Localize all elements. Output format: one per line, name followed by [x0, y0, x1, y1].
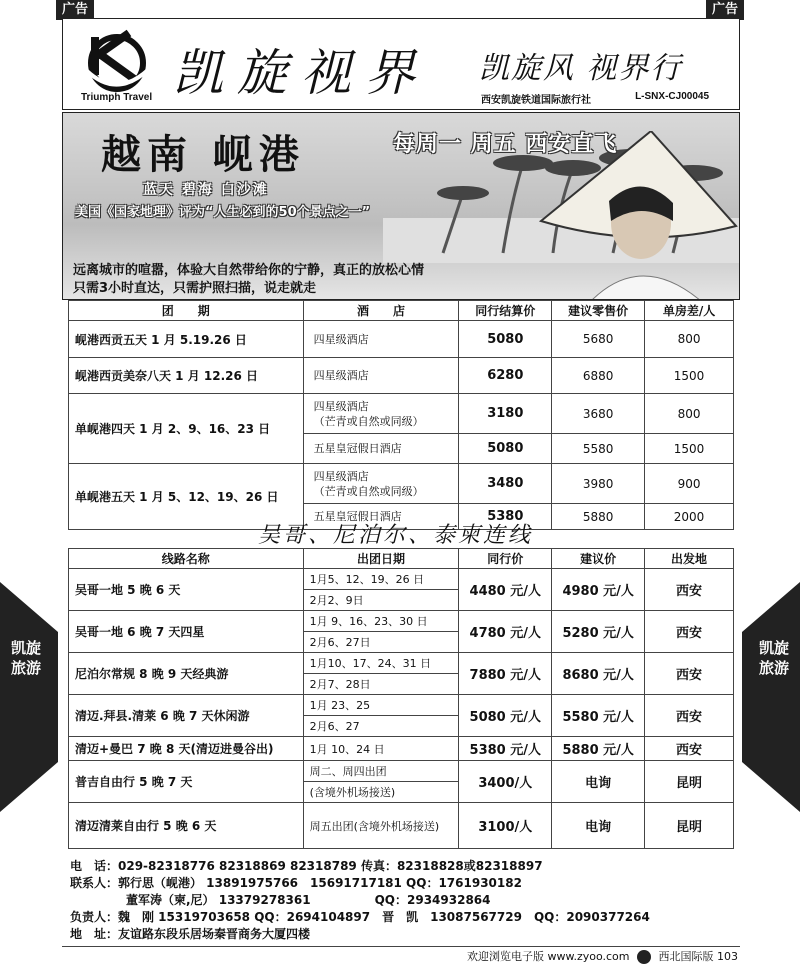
retail-price: 3680: [552, 394, 645, 434]
footer-page: 西北国际版 103: [658, 950, 738, 963]
retail-price: 电询: [552, 761, 645, 803]
col-header: 单房差/人: [645, 301, 734, 321]
retail-price: 3980: [552, 464, 645, 504]
col-header: 建议零售价: [552, 301, 645, 321]
hotel-name: 四星级酒店: [313, 469, 369, 483]
retail-price: 5680: [552, 321, 645, 358]
retail-price: 5280 元/人: [552, 611, 645, 653]
date: 周五出团(含境外机场接送): [303, 803, 459, 849]
col-header: 建议价: [552, 549, 645, 569]
table-row: [69, 737, 734, 761]
table-header-row: [69, 549, 734, 569]
trade-price: 7880 元/人: [459, 653, 552, 695]
table-row: [69, 464, 734, 504]
side-tab-right: [742, 582, 800, 812]
trade-price: 4780 元/人: [459, 611, 552, 653]
table-header-row: [69, 301, 734, 321]
trade-price: 5080 元/人: [459, 695, 552, 737]
table-row: [69, 695, 734, 716]
hotel: 四星级酒店: [303, 321, 459, 358]
promo-banner: [62, 112, 740, 300]
departure: 西安: [645, 611, 734, 653]
trade-price: 3100/人: [459, 803, 552, 849]
footer-website: 欢迎浏览电子版 www.zyoo.com: [466, 950, 630, 963]
table-row: [69, 761, 734, 782]
address-line: 地 址：友谊路东段乐居场秦晋商务大厦四楼: [70, 927, 311, 941]
banner-subtitle: 蓝天 碧海 白沙滩: [143, 182, 269, 198]
banner-award: 美国《国家地理》评为“人生必到的50个景点之一”: [75, 205, 371, 220]
route-name: 单岘港四天 1 月 2、9、16、23 日: [69, 394, 304, 464]
single-supplement: 800: [645, 394, 734, 434]
trade-price: 3400/人: [459, 761, 552, 803]
badge-icon: [637, 950, 651, 964]
retail-price: 5580 元/人: [552, 695, 645, 737]
route-name: 清迈.拜县.清莱 6 晚 7 天休闲游: [69, 695, 304, 737]
destination-title: 越南 岘港: [101, 132, 305, 178]
contact-info: [70, 858, 650, 943]
hotel: [303, 464, 459, 504]
single-supplement: 2000: [645, 504, 734, 530]
date: (含境外机场接送): [303, 782, 459, 803]
contact-2-phone: 董军涛（柬,尼） 13379278361: [126, 893, 311, 907]
manager-line: 负责人：魏 刚 15319703658 QQ：2694104897 晋 凯 13087567729 QQ：2090377264: [70, 910, 650, 924]
side-label-left: 凯旋旅游: [8, 632, 44, 742]
hotel: 五星皇冠假日酒店: [303, 504, 459, 530]
side-label-right: 凯旋旅游: [756, 632, 792, 742]
col-header: 同行价: [459, 549, 552, 569]
col-header: 出团日期: [303, 549, 459, 569]
route-name: 清迈+曼巴 7 晚 8 天(清迈进曼谷出): [69, 737, 304, 761]
trade-price: 5080: [459, 321, 552, 358]
ad-label-left: 广告: [56, 0, 94, 20]
footer: [467, 948, 738, 964]
departure: 昆明: [645, 803, 734, 849]
brand-title: 凯旋视界: [173, 44, 429, 102]
banner-desc-1: 远离城市的喧嚣，体验大自然带给你的宁静，真正的放松心情: [73, 263, 425, 278]
slogan: 凯旋风 视界行: [479, 51, 683, 86]
date: 1月 23、25: [303, 695, 459, 716]
hotel: 四星级酒店: [303, 358, 459, 394]
flight-schedule: 每周一 周五 西安直飞: [393, 132, 618, 157]
trade-price: 5380 元/人: [459, 737, 552, 761]
contact-line-1: 联系人：郭行思（岘港） 13891975766 15691717181 QQ：1761930182: [70, 876, 522, 890]
phone-line: 电 话：029-82318776 82318869 82318789 传真：82318828或82318897: [70, 859, 543, 873]
date: 1月5、12、19、26 日: [303, 569, 459, 590]
ad-label-right: 广告: [706, 0, 744, 20]
retail-price: 5880 元/人: [552, 737, 645, 761]
southeast-asia-price-table: [68, 548, 734, 849]
table-row: [69, 394, 734, 434]
date: 2月2、9日: [303, 590, 459, 611]
side-tab-left: [0, 582, 58, 812]
hotel: 五星皇冠假日酒店: [303, 434, 459, 464]
trade-price: 5380: [459, 504, 552, 530]
date: 1月 10、24 日: [303, 737, 459, 761]
connect-title: 吴哥、尼泊尔、泰柬连线: [258, 523, 534, 548]
footer-divider: [62, 946, 740, 947]
table-row: [69, 803, 734, 849]
header: [62, 18, 740, 110]
company-name: 西安凯旋铁道国际旅行社: [481, 95, 591, 106]
contact-2-qq: QQ：2934932864: [374, 893, 491, 907]
table-row: [69, 569, 734, 590]
retail-price: 电询: [552, 803, 645, 849]
hotel-note: （芒青或自然或同级）: [313, 414, 424, 428]
danang-price-table: [68, 300, 734, 530]
date: 2月7、28日: [303, 674, 459, 695]
route-name: 吴哥一地 5 晚 6 天: [69, 569, 304, 611]
single-supplement: 800: [645, 321, 734, 358]
departure: 西安: [645, 737, 734, 761]
departure: 西安: [645, 569, 734, 611]
route-name: 岘港西贡美奈八天 1 月 12.26 日: [69, 358, 304, 394]
col-header: 线路名称: [69, 549, 304, 569]
route-name: 普吉自由行 5 晚 7 天: [69, 761, 304, 803]
departure: 西安: [645, 695, 734, 737]
single-supplement: 900: [645, 464, 734, 504]
table-row: [69, 653, 734, 674]
date: 2月6、27: [303, 716, 459, 737]
route-name: 岘港西贡五天 1 月 5.19.26 日: [69, 321, 304, 358]
retail-price: 6880: [552, 358, 645, 394]
retail-price: 8680 元/人: [552, 653, 645, 695]
route-name: 吴哥一地 6 晚 7 天四星: [69, 611, 304, 653]
hotel-name: 四星级酒店: [313, 399, 369, 413]
route-name: 清迈清莱自由行 5 晚 6 天: [69, 803, 304, 849]
col-header: 团 期: [69, 301, 304, 321]
table-row: [69, 358, 734, 394]
departure: 西安: [645, 653, 734, 695]
date: 1月 9、16、23、30 日: [303, 611, 459, 632]
trade-price: 5080: [459, 434, 552, 464]
route-name: 单岘港五天 1 月 5、12、19、26 日: [69, 464, 304, 530]
hotel: [303, 394, 459, 434]
trade-price: 4480 元/人: [459, 569, 552, 611]
departure: 昆明: [645, 761, 734, 803]
date: 周二、周四出团: [303, 761, 459, 782]
single-supplement: 1500: [645, 434, 734, 464]
trade-price: 3180: [459, 394, 552, 434]
date: 1月10、17、24、31 日: [303, 653, 459, 674]
retail-price: 4980 元/人: [552, 569, 645, 611]
banner-desc-2: 只需3小时直达，只需护照扫描，说走就走: [73, 281, 317, 296]
table-row: [69, 321, 734, 358]
route-name: 尼泊尔常规 8 晚 9 天经典游: [69, 653, 304, 695]
hotel-note: （芒青或自然或同级）: [313, 484, 424, 498]
retail-price: 5880: [552, 504, 645, 530]
date: 2月6、27日: [303, 632, 459, 653]
trade-price: 6280: [459, 358, 552, 394]
col-header: 酒 店: [303, 301, 459, 321]
col-header: 同行结算价: [459, 301, 552, 321]
license-number: L-SNX-CJ00045: [635, 91, 709, 102]
trade-price: 3480: [459, 464, 552, 504]
table-row: [69, 611, 734, 632]
logo-text: Triumph Travel: [81, 92, 153, 103]
contact-line-2: [70, 892, 650, 909]
retail-price: 5580: [552, 434, 645, 464]
single-supplement: 1500: [645, 358, 734, 394]
col-header: 出发地: [645, 549, 734, 569]
